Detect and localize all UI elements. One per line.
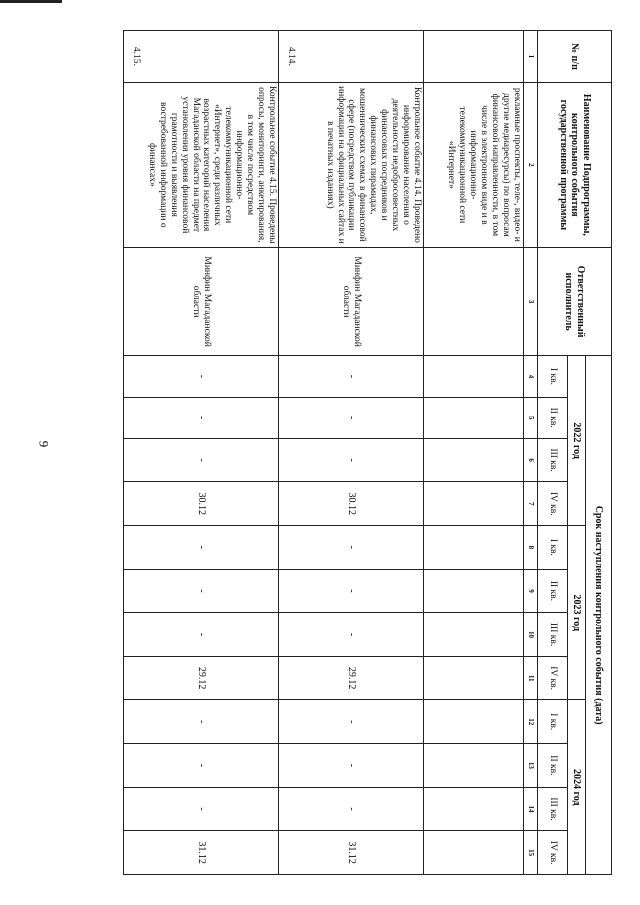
header-deadline: Срок наступления контрольного события (дата) bbox=[586, 356, 612, 875]
header-quarter: IV кв. bbox=[538, 482, 568, 526]
header-quarter: IV кв. bbox=[538, 656, 568, 700]
table-row bbox=[279, 31, 424, 875]
column-number: 8 bbox=[524, 526, 538, 570]
header-quarter: IV кв. bbox=[538, 831, 568, 875]
row-cell bbox=[424, 356, 524, 397]
row-cell: - bbox=[124, 438, 279, 482]
row-num: 4.15. bbox=[124, 31, 279, 83]
header-quarter: III кв. bbox=[538, 438, 568, 482]
header-num: № п/п bbox=[538, 31, 612, 83]
row-cell: - bbox=[124, 613, 279, 657]
row-cell bbox=[424, 700, 524, 744]
table-row bbox=[124, 31, 279, 875]
row-cell bbox=[424, 831, 524, 875]
header-quarter: II кв. bbox=[538, 569, 568, 613]
row-num bbox=[424, 31, 524, 83]
row-cell bbox=[424, 613, 524, 657]
column-number: 15 bbox=[524, 831, 538, 875]
header-year: 2024 год bbox=[568, 700, 586, 875]
page-number: 9 bbox=[36, 440, 52, 448]
table-row bbox=[424, 31, 524, 875]
row-cell bbox=[424, 744, 524, 788]
header-quarter: III кв. bbox=[538, 787, 568, 831]
column-number: 3 bbox=[524, 247, 538, 355]
header-year: 2022 год bbox=[568, 356, 586, 526]
row-cell: - bbox=[124, 569, 279, 613]
scan-artifact-bar bbox=[0, 0, 62, 3]
row-cell: - bbox=[279, 700, 424, 744]
header-quarter: III кв. bbox=[538, 613, 568, 657]
row-cell: - bbox=[279, 397, 424, 438]
row-cell bbox=[424, 482, 524, 526]
row-cell: - bbox=[279, 438, 424, 482]
row-cell: - bbox=[279, 613, 424, 657]
row-cell bbox=[424, 397, 524, 438]
row-cell: 30.12 bbox=[124, 482, 279, 526]
column-number: 4 bbox=[524, 356, 538, 397]
column-number: 10 bbox=[524, 613, 538, 657]
row-cell: - bbox=[279, 526, 424, 570]
row-cell: 31.12 bbox=[124, 831, 279, 875]
row-name: рекламные проспекты, теле-, видео- и другие медиаресурсы) по вопросам финансовой направленности, в том числе в электронном виде и в информационно-телекоммуникационной сети «Интернет» bbox=[424, 82, 524, 247]
row-cell: - bbox=[279, 356, 424, 397]
row-cell: - bbox=[279, 569, 424, 613]
column-number: 7 bbox=[524, 482, 538, 526]
header-name: Наименование Подпрограммы, контрольного события государственной программы bbox=[538, 82, 612, 247]
row-cell: - bbox=[124, 526, 279, 570]
row-cell: 30.12 bbox=[279, 482, 424, 526]
row-cell bbox=[424, 656, 524, 700]
control-events-table bbox=[123, 30, 612, 875]
row-name: Контрольное событие 4.15. Проведены опросы, мониторинги, анкетирования, в том числе посредством информационно-телекоммуникационной сети «Интернет», среди различных возрастных категорий населения Магаданской области на предмет установления уровня финансовой грамотности и выявления востребованной информации о финансах» bbox=[124, 82, 279, 247]
column-number: 1 bbox=[524, 31, 538, 83]
header-quarter: I кв. bbox=[538, 700, 568, 744]
row-name: Контрольное событие 4.14. Проведено информирование населения о деятельности недобросовестных финансовых посредников и финансовых пирамидах, мошеннических схемах в финансовой сфере (посредством публикации информации на официальных сайтах и в печатных изданиях) bbox=[279, 82, 424, 247]
row-cell: 29.12 bbox=[279, 656, 424, 700]
column-number: 5 bbox=[524, 397, 538, 438]
column-number: 14 bbox=[524, 787, 538, 831]
row-cell: - bbox=[279, 787, 424, 831]
row-executor: Минфин Магаданской области bbox=[124, 247, 279, 355]
column-number: 6 bbox=[524, 438, 538, 482]
header-year: 2023 год bbox=[568, 526, 586, 700]
row-num: 4.14. bbox=[279, 31, 424, 83]
row-cell bbox=[424, 526, 524, 570]
row-cell bbox=[424, 438, 524, 482]
header-quarter: I кв. bbox=[538, 526, 568, 570]
column-number: 13 bbox=[524, 744, 538, 788]
row-cell: - bbox=[124, 356, 279, 397]
rotated-table-container bbox=[76, 30, 612, 875]
header-quarter: I кв. bbox=[538, 356, 568, 397]
header-executor: Ответственный исполнитель bbox=[538, 247, 612, 355]
row-executor bbox=[424, 247, 524, 355]
column-number: 11 bbox=[524, 656, 538, 700]
row-cell: - bbox=[124, 787, 279, 831]
row-executor: Минфин Магаданской области bbox=[279, 247, 424, 355]
row-cell bbox=[424, 569, 524, 613]
row-cell: - bbox=[124, 700, 279, 744]
row-cell: 31.12 bbox=[279, 831, 424, 875]
header-quarter: II кв. bbox=[538, 397, 568, 438]
row-cell bbox=[424, 787, 524, 831]
column-number: 9 bbox=[524, 569, 538, 613]
header-quarter: II кв. bbox=[538, 744, 568, 788]
row-cell: - bbox=[124, 397, 279, 438]
row-cell: 29.12 bbox=[124, 656, 279, 700]
column-number: 2 bbox=[524, 82, 538, 247]
column-number: 12 bbox=[524, 700, 538, 744]
row-cell: - bbox=[124, 744, 279, 788]
row-cell: - bbox=[279, 744, 424, 788]
